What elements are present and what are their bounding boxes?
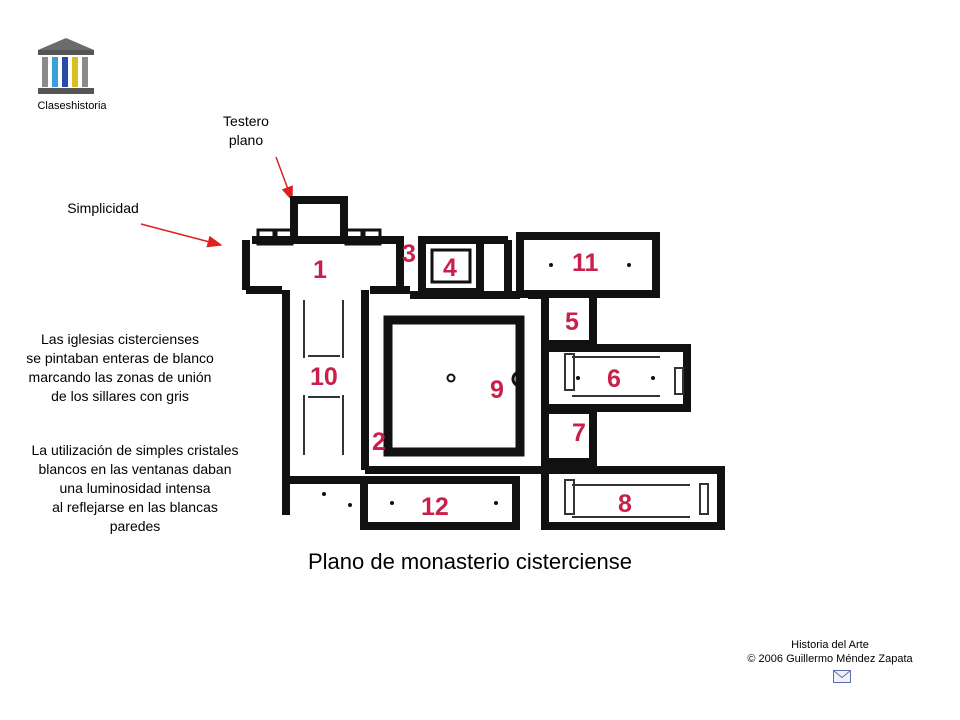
room-number-8: 8 bbox=[618, 490, 632, 518]
room-number-3: 3 bbox=[402, 240, 416, 268]
plan-title: Plano de monasterio cisterciense bbox=[307, 549, 633, 574]
site-name: Claseshistoria bbox=[37, 100, 107, 112]
course-name: Historia del Arte bbox=[791, 639, 869, 651]
simplicidad-label: Simplicidad bbox=[67, 200, 139, 216]
iglesias-note: Las iglesias cistercienses se pintaban enteras de blanco marcando las zonas de unión de los sillares con gris bbox=[26, 331, 214, 404]
room-number-1: 1 bbox=[313, 256, 327, 284]
room-number-9: 9 bbox=[490, 376, 504, 404]
testero-arrow bbox=[276, 157, 292, 200]
copyright: © 2006 Guillermo Méndez Zapata bbox=[747, 653, 913, 665]
room-number-5: 5 bbox=[565, 308, 579, 336]
room-number-11: 11 bbox=[572, 249, 599, 277]
room-number-2: 2 bbox=[372, 428, 386, 456]
room-number-6: 6 bbox=[607, 365, 621, 393]
cristales-note: La utilización de simples cristales blancos en las ventanas daban una luminosidad intensa al reflejarse en las blancas paredes bbox=[31, 442, 239, 534]
room-number-4: 4 bbox=[443, 254, 457, 282]
testero-label: Testero plano bbox=[223, 113, 269, 148]
room-number-10: 10 bbox=[310, 363, 338, 391]
room-number-7: 7 bbox=[572, 419, 586, 447]
envelope-icon[interactable] bbox=[833, 670, 851, 683]
simplicidad-arrow bbox=[141, 224, 221, 245]
room-number-12: 12 bbox=[421, 493, 449, 521]
credits bbox=[700, 638, 960, 666]
